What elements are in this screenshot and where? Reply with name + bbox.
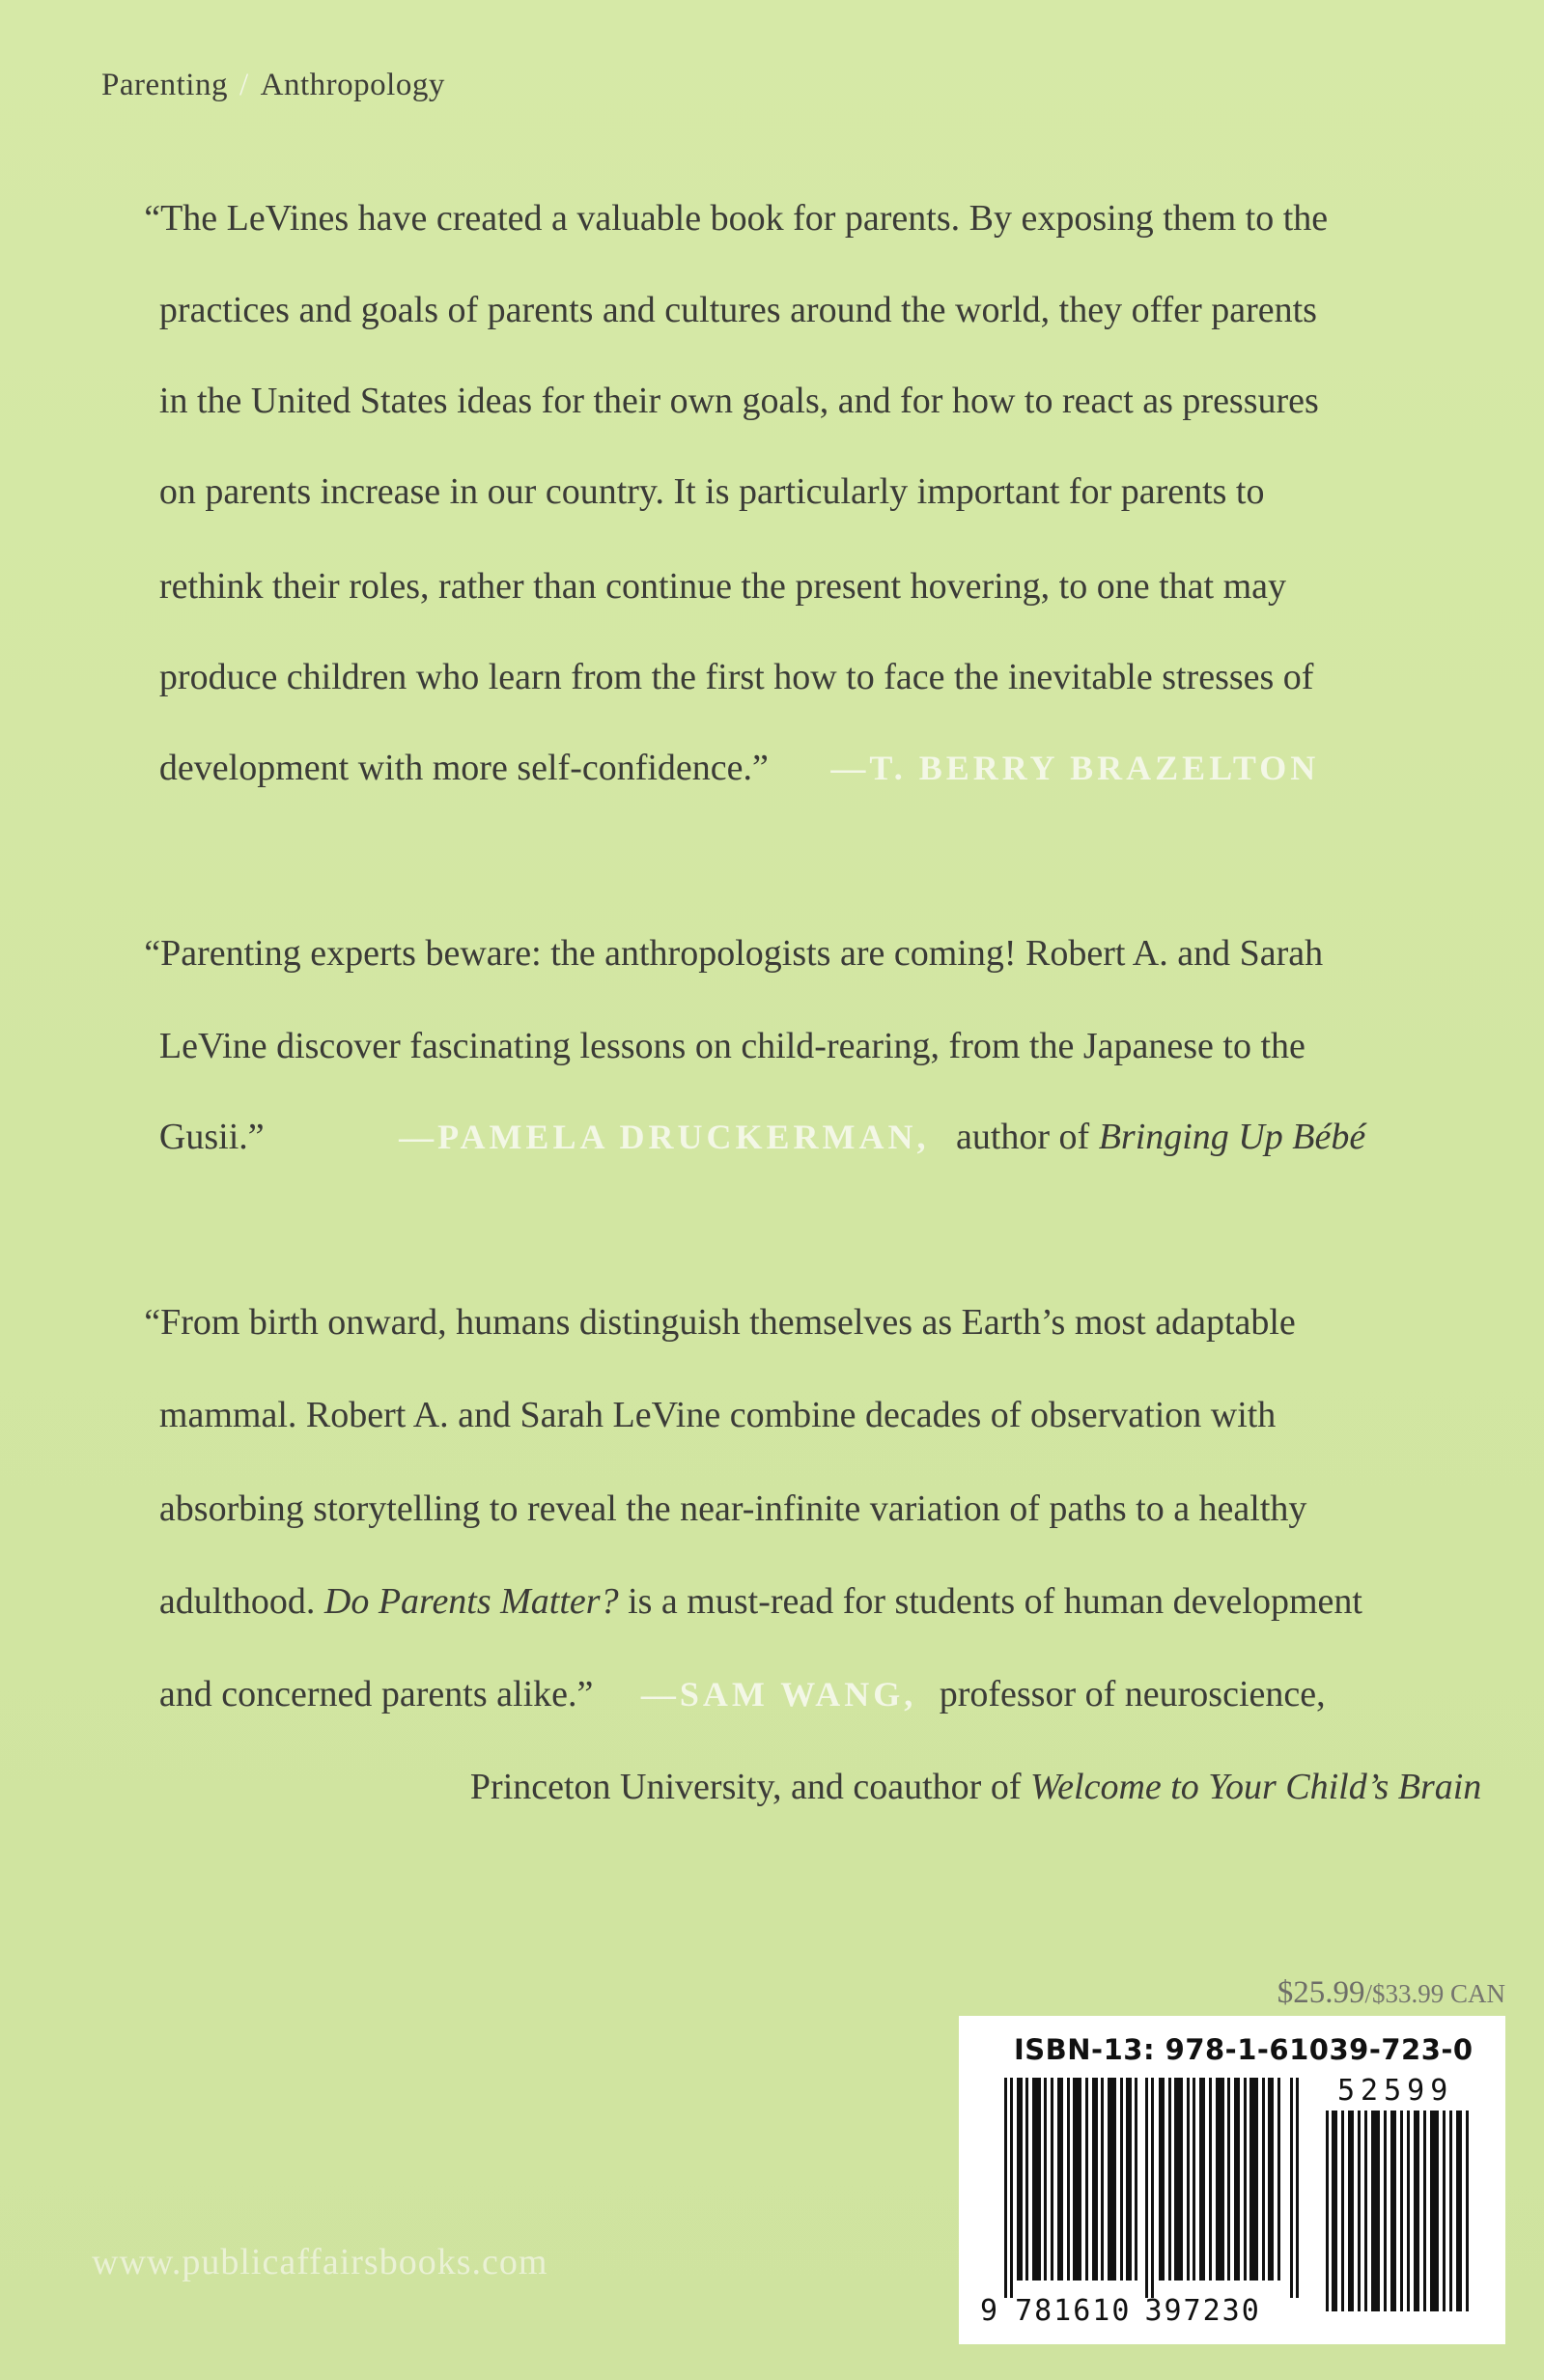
attribution-desc: professor of neuroscience, [939,1673,1326,1714]
quote-text: adulthood. [158,1580,316,1622]
quote-line: LeVine discover fascinating lessons on child-rearing, from the Japanese to the [158,1025,1305,1066]
quote-line: “Parenting experts beware: the anthropologists are coming! Robert A. and Sarah [144,932,1324,974]
attribution-name: —T. BERRY BRAZELTON [830,749,1320,788]
isbn-label: ISBN-13: 978-1-61039-723-0 [1014,2033,1474,2066]
quote-line: in the United States ideas for their own goals, and for how to react as pressures [158,380,1319,421]
book-title: Welcome to Your Child’s Brain [1029,1766,1482,1807]
quote-line [159,1116,1365,1158]
category-primary: Parenting [101,68,228,102]
quote-text: is a must-read for students of human development [628,1580,1362,1622]
quote-line [470,1766,1481,1808]
quote-text: and concerned parents alike.” [158,1673,594,1714]
price-us: $25.99 [1277,1975,1365,2010]
price-separator: / [1364,1979,1372,2008]
quote-line [159,1673,1326,1715]
book-title: Bringing Up Bébé [1098,1117,1366,1157]
barcode-box [959,2016,1505,2344]
book-title: Do Parents Matter? [323,1580,619,1622]
quote-line [159,1580,1362,1623]
attribution-name: —SAM WANG, [640,1674,917,1714]
quote-line: absorbing storytelling to reveal the near-infinite variation of paths to a healthy [158,1488,1307,1529]
attribution-name: —PAMELA DRUCKERMAN, [399,1118,930,1156]
publisher-website[interactable]: www.publicaffairsbooks.com [92,2242,548,2282]
quote-line: “From birth onward, humans distinguish themselves as Earth’s most adaptable [144,1301,1296,1343]
category-secondary: Anthropology [260,68,445,102]
attribution-prefix: author of [955,1117,1090,1157]
quote-text: Gusii.” [158,1117,265,1157]
category-label [101,68,445,103]
price-label [1277,1975,1505,2011]
attribution-desc: Princeton University, and coauthor of [469,1766,1022,1807]
ean-digits [980,2294,1261,2328]
quote-line: practices and goals of parents and cultures around the world, they offer parents [158,289,1317,330]
quote-line: “The LeVines have created a valuable book for parents. By exposing them to the [144,198,1329,240]
quote-line: on parents increase in our country. It is particularly important for parents to [158,471,1265,513]
addon-barcode [1326,2111,1471,2311]
quote-text: development with more self-confidence.” [158,748,769,789]
quote-line: mammal. Robert A. and Sarah LeVine combine decades of observation with [158,1394,1277,1435]
price-can: $33.99 CAN [1371,1979,1505,2008]
ean-left-digits: 781610 [1015,2294,1132,2328]
ean-first-digit: 9 [980,2294,1000,2328]
quote-line: produce children who learn from the first how to face the inevitable stresses of [158,656,1314,697]
quote-line: rethink their roles, rather than continue the present hovering, to one that may [158,565,1286,607]
quote-line [159,747,1319,789]
category-separator: / [239,68,249,102]
ean-barcode [1004,2078,1304,2298]
ean-right-digits: 397230 [1144,2294,1261,2328]
addon-number: 52599 [1337,2074,1454,2108]
